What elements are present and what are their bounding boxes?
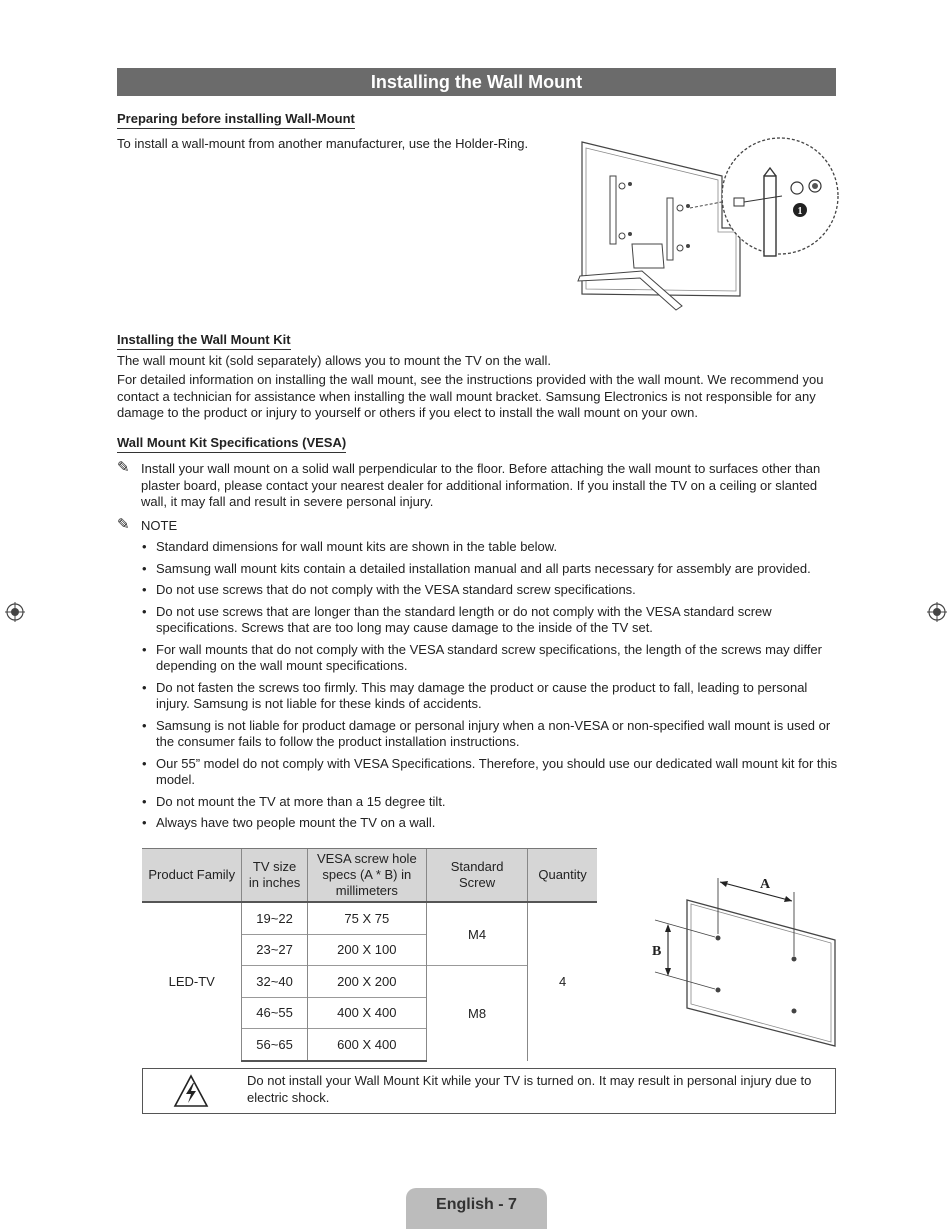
dimension-label-a: A: [760, 877, 771, 892]
table-header-row: [142, 849, 597, 903]
list-item: • Always have two people mount the TV on a wall.: [141, 815, 841, 832]
cell-vesa-spec: 600 X 400: [307, 1029, 426, 1061]
pencil-icon: ✎: [117, 516, 130, 533]
preparing-text: To install a wall-mount from another manufacturer, use the Holder-Ring.: [117, 136, 529, 151]
list-item: • Do not use screws that do not comply with the VESA standard screw specifications.: [141, 582, 841, 599]
section-heading-vesa: Wall Mount Kit Specifications (VESA): [117, 435, 346, 453]
cell-vesa-spec: 200 X 200: [307, 966, 426, 998]
page-title: Installing the Wall Mount: [117, 68, 836, 96]
kit-paragraph-1: The wall mount kit (sold separately) allows you to mount the TV on the wall.: [117, 353, 552, 368]
list-item: • Samsung wall mount kits contain a detailed installation manual and all parts necessary for assembly are provided.: [141, 561, 841, 578]
section-heading-preparing: Preparing before installing Wall-Mount: [117, 111, 355, 129]
note-install-text: Install your wall mount on a solid wall perpendicular to the floor. Before attaching the wall mount to surfaces other than plaster board, please contact your nearest dealer for additional information. If you install the TV on a ceiling or slanted wall, it may fall and result in severe personal injury.: [141, 461, 821, 509]
cell-tv-size: 32~40: [242, 966, 307, 998]
header-quantity: Quantity: [528, 849, 597, 903]
cell-quantity: 4: [528, 902, 597, 1061]
list-item: • Do not mount the TV at more than a 15 degree tilt.: [141, 794, 841, 811]
table-row: [142, 902, 597, 934]
note-label-row: [117, 518, 836, 535]
registration-mark-icon: [927, 602, 947, 622]
registration-mark-icon: [5, 602, 25, 622]
section-heading-kit: Installing the Wall Mount Kit: [117, 332, 291, 350]
kit-paragraph-2: For detailed information on installing the wall mount, see the instructions provided with the wall mount. We recommend you contact a technician for assistance when installing the wall mount bracket. Samsung Electronics is not responsible for any damage to the product or injury to yourself or others if you elect to install the wall mount on your own.: [117, 372, 824, 420]
list-item: • Standard dimensions for wall mount kits are shown in the table below.: [141, 539, 841, 556]
dimension-label-b: B: [652, 944, 662, 959]
vesa-dimension-diagram: [645, 868, 845, 1053]
callout-number: 1: [797, 206, 803, 217]
header-tv-size: TV size in inches: [242, 849, 307, 903]
note-label: NOTE: [141, 518, 178, 533]
page-number: English - 7: [406, 1188, 547, 1229]
list-item: • For wall mounts that do not comply with the VESA standard screw specifications, the length of the screws may differ depending on the wall mount specifications.: [141, 642, 841, 675]
cell-standard-screw: M8: [426, 966, 527, 1061]
warning-box: [142, 1068, 836, 1114]
warning-text: Do not install your Wall Mount Kit while your TV is turned on. It may result in personal injury due to electric shock.: [247, 1073, 812, 1105]
cell-tv-size: 19~22: [242, 902, 307, 934]
cell-vesa-spec: 200 X 100: [307, 934, 426, 966]
vesa-spec-table: [142, 848, 597, 1062]
pencil-icon: ✎: [117, 459, 130, 476]
note-install: [117, 461, 836, 511]
list-item: • Our 55” model do not comply with VESA Specifications. Therefore, you should use our dedicated wall mount kit for this model.: [141, 756, 841, 789]
cell-vesa-spec: 400 X 400: [307, 997, 426, 1029]
header-product-family: Product Family: [142, 849, 242, 903]
cell-tv-size: 56~65: [242, 1029, 307, 1061]
tv-holder-ring-illustration: [572, 136, 842, 314]
header-standard-screw: Standard Screw: [426, 849, 527, 903]
electric-shock-warning-icon: [173, 1074, 209, 1108]
cell-vesa-spec: 75 X 75: [307, 902, 426, 934]
list-item: • Samsung is not liable for product damage or personal injury when a non-VESA or non-specified wall mount is used or the consumer fails to follow the product installation instructions.: [141, 718, 841, 751]
note-bullet-list: [141, 539, 841, 837]
list-item: • Do not fasten the screws too firmly. This may damage the product or cause the product to fall, leading to personal injury. Samsung is not liable for these kinds of accidents.: [141, 680, 841, 713]
cell-standard-screw: M4: [426, 902, 527, 966]
cell-tv-size: 23~27: [242, 934, 307, 966]
header-vesa-specs: VESA screw hole specs (A * B) in millimeters: [307, 849, 426, 903]
list-item: • Do not use screws that are longer than the standard length or do not comply with the VESA standard screw specifications. Screws that are too long may cause damage to the inside of the TV set.: [141, 604, 841, 637]
cell-tv-size: 46~55: [242, 997, 307, 1029]
cell-product-family: LED-TV: [142, 902, 242, 1061]
